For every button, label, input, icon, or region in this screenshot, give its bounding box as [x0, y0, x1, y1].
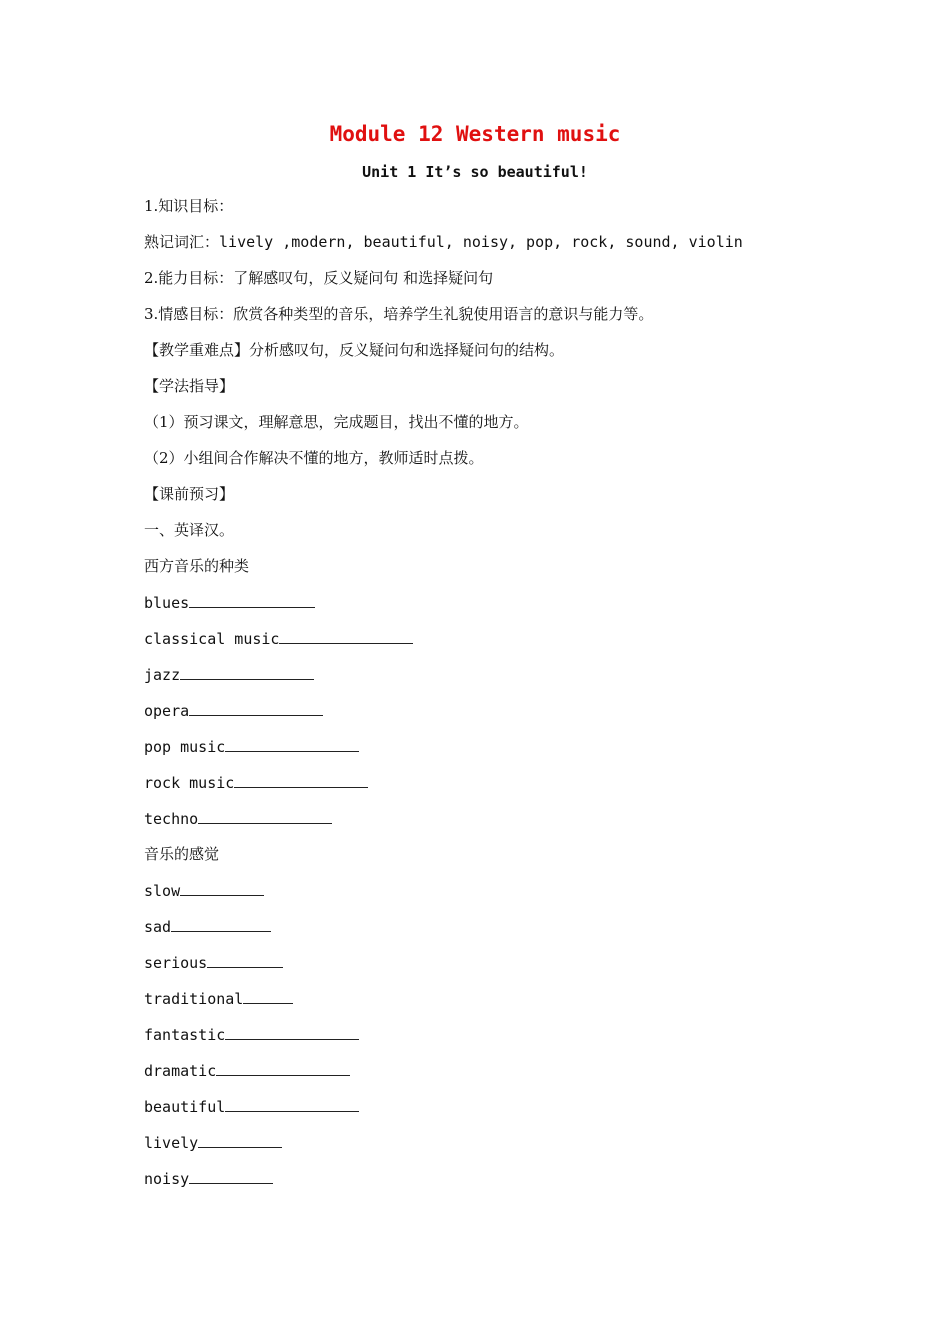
item-word: traditional	[144, 990, 244, 1008]
item-word: serious	[144, 954, 208, 972]
vocabulary-line	[144, 232, 743, 252]
item-word: techno	[144, 810, 199, 828]
answer-blank[interactable]	[189, 592, 315, 608]
answer-blank[interactable]	[225, 1024, 359, 1040]
answer-blank[interactable]	[189, 1168, 273, 1184]
answer-blank[interactable]	[225, 1096, 359, 1112]
vocab-label: 熟记词汇：	[144, 233, 220, 251]
list-item	[144, 1060, 350, 1081]
ability-objective: 2.能力目标：了解感叹句，反义疑问句 和选择疑问句	[144, 269, 494, 287]
list-item	[144, 1132, 282, 1153]
answer-blank[interactable]	[189, 700, 323, 716]
knowledge-objective-heading: 1.知识目标：	[144, 197, 234, 215]
answer-blank[interactable]	[171, 916, 271, 932]
answer-blank[interactable]	[207, 952, 283, 968]
item-word: opera	[144, 702, 190, 720]
list-item	[144, 988, 293, 1009]
unit-subtitle: Unit 1 It’s so beautiful!	[362, 163, 588, 181]
list-item	[144, 664, 314, 685]
item-word: blues	[144, 594, 190, 612]
list-item	[144, 700, 323, 721]
item-word: fantastic	[144, 1026, 226, 1044]
item-word: pop music	[144, 738, 226, 756]
study-guide-step-1: （1）预习课文，理解意思，完成题目，找出不懂的地方。	[144, 413, 529, 431]
list-item	[144, 1168, 273, 1189]
answer-blank[interactable]	[180, 664, 314, 680]
item-word: slow	[144, 882, 181, 900]
answer-blank[interactable]	[234, 772, 368, 788]
music-feelings-heading: 音乐的感觉	[144, 845, 220, 863]
answer-blank[interactable]	[216, 1060, 350, 1076]
answer-blank[interactable]	[180, 880, 264, 896]
module-title: Module 12 Western music	[329, 122, 621, 146]
list-item	[144, 736, 359, 757]
item-word: beautiful	[144, 1098, 226, 1116]
answer-blank[interactable]	[243, 988, 293, 1004]
emotion-objective: 3.情感目标：欣赏各种类型的音乐，培养学生礼貌使用语言的意识与能力等。	[144, 305, 654, 323]
list-item	[144, 1024, 359, 1045]
answer-blank[interactable]	[198, 1132, 282, 1148]
answer-blank[interactable]	[279, 628, 413, 644]
item-word: sad	[144, 918, 172, 936]
list-item	[144, 772, 368, 793]
preview-heading: 【课前预习】	[144, 485, 235, 503]
study-guide-heading: 【学法指导】	[144, 377, 235, 395]
list-item	[144, 592, 315, 613]
key-points: 【教学重难点】分析感叹句，反义疑问句和选择疑问句的结构。	[144, 341, 565, 359]
item-word: classical music	[144, 630, 280, 648]
list-item	[144, 628, 413, 649]
vocab-words: lively ,modern, beautiful, noisy, pop, rock, sound, violin	[219, 233, 743, 251]
item-word: lively	[144, 1134, 199, 1152]
list-item	[144, 952, 283, 973]
answer-blank[interactable]	[198, 808, 332, 824]
item-word: jazz	[144, 666, 181, 684]
list-item	[144, 1096, 359, 1117]
item-word: dramatic	[144, 1062, 217, 1080]
list-item	[144, 808, 332, 829]
study-guide-step-2: （2）小组间合作解决不懂的地方，教师适时点拨。	[144, 449, 484, 467]
item-word: rock music	[144, 774, 235, 792]
answer-blank[interactable]	[225, 736, 359, 752]
list-item	[144, 916, 271, 937]
translation-task: 一、英译汉。	[144, 521, 235, 539]
item-word: noisy	[144, 1170, 190, 1188]
list-item	[144, 880, 264, 901]
music-types-heading: 西方音乐的种类	[144, 557, 250, 575]
